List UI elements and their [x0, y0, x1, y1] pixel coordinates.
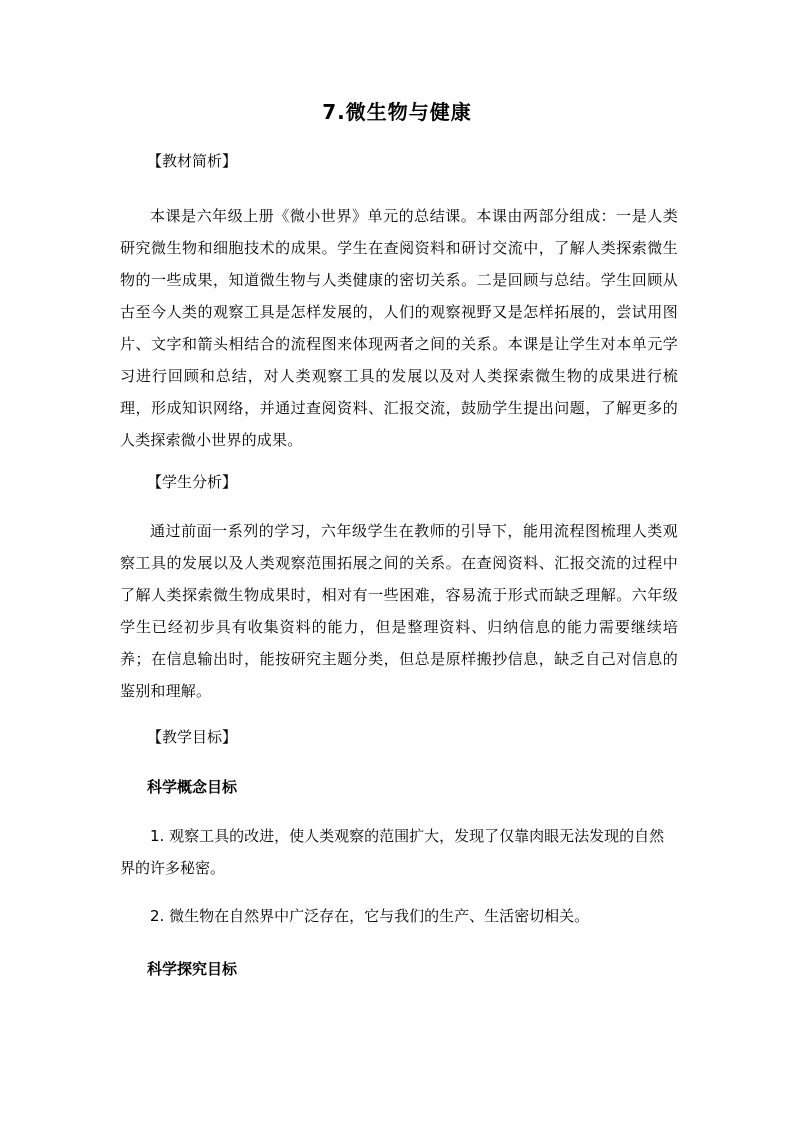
goal-item-1: 1. 观察工具的改进，使人类观察的范围扩大，发现了仅靠肉眼无法发现的自然界的许多秘密。	[120, 827, 665, 877]
subheading-science-concept-goals: 科学概念目标	[147, 778, 238, 796]
section-heading-textbook-analysis: 【教材简析】	[147, 152, 238, 170]
section-heading-teaching-goals: 【教学目标】	[147, 728, 238, 746]
section-heading-student-analysis: 【学生分析】	[147, 473, 238, 491]
paragraph-student-analysis: 通过前面一系列的学习，六年级学生在教师的引导下，能用流程图梳理人类观察工具的发展以及人类观察范围拓展之间的关系。在查阅资料、汇报交流的过程中了解人类探索微生物成果时，相对有一些困难，容易流于形式而缺乏理解。六年级学生已经初步具有收集资料的能力，但是整理资料、归纳信息的能力需要继续培养；在信息输出时，能按研究主题分类，但总是原样搬抄信息，缺乏自己对信息的鉴别和理解。	[120, 522, 678, 700]
page-title: 7.微生物与健康	[322, 100, 472, 124]
paragraph-textbook-analysis: 本课是六年级上册《微小世界》单元的总结课。本课由两部分组成：一是人类研究微生物和细胞技术的成果。学生在查阅资料和研讨交流中，了解人类探索微生物的一些成果，知道微生物与人类健康的密切关系。二是回顾与总结。学生回顾从古至今人类的观察工具是怎样发展的，人们的观察视野又是怎样拓展的，尝试用图片、文字和箭头相结合的流程图来体现两者之间的关系。本课是让学生对本单元学习进行回顾和总结，对人类观察工具的发展以及对人类探索微生物的成果进行梳理，形成知识网络，并通过查阅资料、汇报交流，鼓励学生提出问题，了解更多的人类探索微小世界的成果。	[120, 207, 678, 449]
goal-item-2: 2. 微生物在自然界中广泛存在，它与我们的生产、生活密切相关。	[150, 907, 590, 925]
subheading-science-inquiry-goals: 科学探究目标	[147, 960, 238, 978]
